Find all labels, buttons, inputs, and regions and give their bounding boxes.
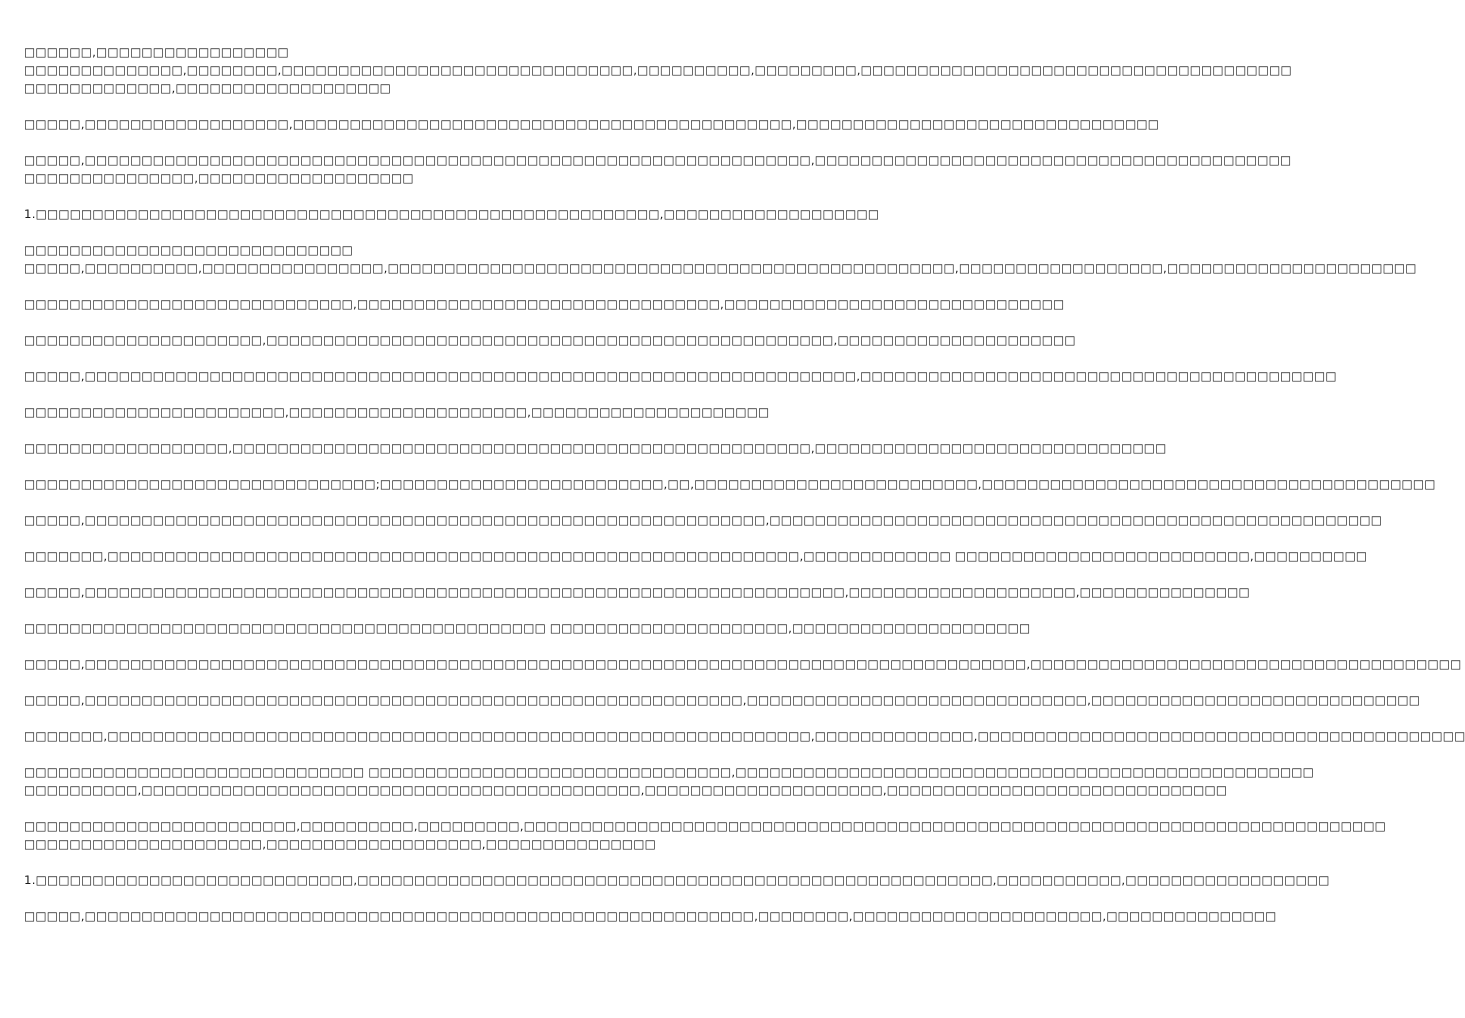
paragraph-line: □□□□□□□,□□□□□□□□□□□□□□□□□□□□□□□□□□□□□□□□□□□□□□□□□□□□□□□□□□□□□□□□□□□□□,□□□□□□□□□□□□□ □□□□□□□□□□□□□□□□□□□□□□□□□□,□□□□□□□□□□ <box>24 549 1368 563</box>
body-paragraph <box>24 331 1076 349</box>
body-paragraph <box>24 583 1250 601</box>
paragraph-line: 1.□□□□□□□□□□□□□□□□□□□□□□□□□□□□,□□□□□□□□□□□□□□□□□□□□□□□□□□□□□□□□□□□□□□□□□□□□□□□□□□□□□□□□,□□□□□□□□□□□,□□□□□□□□□□□□□□□□□□ <box>24 873 1330 887</box>
paragraph-line: □□□□□□□□□□□□□□,□□□□□□□□,□□□□□□□□□□□□□□□□□□□□□□□□□□□□□□□,□□□□□□□□□□,□□□□□□□□□,□□□□□□□□□□□□□□□□□□□□□□□□□□□□□□□□□□□□□□ <box>24 63 1292 77</box>
body-paragraph <box>24 655 1462 673</box>
body-paragraph <box>24 241 1417 277</box>
paragraph-line: □□□□□□□□□□□□□□□□□□□□□□□□,□□□□□□□□□□,□□□□□□□□□,□□□□□□□□□□□□□□□□□□□□□□□□□□□□□□□□□□□□□□□□□□□□□□□□□□□□□□□□□□□□□□□□□□□□□□□□□□□□ <box>24 819 1387 833</box>
body-paragraph <box>24 367 1337 385</box>
paragraph-line: □□□□□,□□□□□□□□□□□□□□□□□□□□□□□□□□□□□□□□□□□□□□□□□□□□□□□□□□□□□□□□□□□□□□□□□□□□,□□□□□□□□□□□□□□□□□□□□□□□□□□□□□□□□□□□□□□□□□□ <box>24 369 1337 383</box>
paragraph-line: □□□□□,□□□□□□□□□□□□□□□□□□,□□□□□□□□□□□□□□□□□□□□□□□□□□□□□□□□□□□□□□□□□□□□,□□□□□□□□□□□□□□□□□□□□□□□□□□□□□□□□ <box>24 117 1160 131</box>
paragraph-line: □□□□□,□□□□□□□□□□□□□□□□□□□□□□□□□□□□□□□□□□□□□□□□□□□□□□□□□□□□□□□□□□□□□□□□□□□□□□□□□□□□□□□□□□□,□□□□□□□□□□□□□□□□□□□□□□□□□□□□□□□□□□□□□□ <box>24 657 1462 671</box>
paragraph-line: □□□□□□□□□□□□□□□□□□□□□,□□□□□□□□□□□□□□□□□□□,□□□□□□□□□□□□□□□ <box>24 837 656 851</box>
body-paragraph <box>24 151 1292 187</box>
paragraph-line: □□□□□□□□□□□□□□□,□□□□□□□□□□□□□□□□□□□ <box>24 171 414 185</box>
body-paragraph <box>24 115 1160 133</box>
paragraph-line: □□□□□□□,□□□□□□□□□□□□□□□□□□□□□□□□□□□□□□□□□□□□□□□□□□□□□□□□□□□□□□□□□□□□□□,□□□□□□□□□□□□□□,□□□□□□□□□□□□□□□□□□□□□□□□□□□□□□□□□□□□□□□□□□□ <box>24 729 1465 743</box>
paragraph-line: □□□□□□□□□□,□□□□□□□□□□□□□□□□□□□□□□□□□□□□□□□□□□□□□□□□□□□□,□□□□□□□□□□□□□□□□□□□□□,□□□□□□□□□□□□□□□□□□□□□□□□□□□□□□ <box>24 783 1228 797</box>
body-paragraph <box>24 43 1292 97</box>
paragraph-line: □□□□□□□□□□□□□□□□□□□□□□□□□□□□□ <box>24 243 354 257</box>
body-paragraph <box>24 727 1465 745</box>
paragraph-line: □□□□□,□□□□□□□□□□□□□□□□□□□□□□□□□□□□□□□□□□□□□□□□□□□□□□□□□□□□□□□□□□□□□□□□□□□,□□□□□□□□□□□□□□□□□□□□,□□□□□□□□□□□□□□□ <box>24 585 1250 599</box>
paragraph-line: □□□□□□□□□□□□□□□□□□□□□□□□□□□□□□ □□□□□□□□□□□□□□□□□□□□□□□□□□□□□□□□,□□□□□□□□□□□□□□□□□□□□□□□□□□□□□□□□□□□□□□□□□□□□□□□□□□□ <box>24 765 1314 779</box>
body-paragraph <box>24 619 1031 637</box>
body-paragraph <box>24 763 1314 799</box>
paragraph-line: □□□□□□□□□□□□□□□□□□□□□□□□□□□□□□□□□□□□□□□□□□□□□□ □□□□□□□□□□□□□□□□□□□□□,□□□□□□□□□□□□□□□□□□□□□ <box>24 621 1031 635</box>
paragraph-line: □□□□□,□□□□□□□□□□□□□□□□□□□□□□□□□□□□□□□□□□□□□□□□□□□□□□□□□□□□□□□□□□,□□□□□□□□□□□□□□□□□□□□□□□□□□□□□□,□□□□□□□□□□□□□□□□□□□□□□□□□□□□□ <box>24 693 1421 707</box>
paragraph-line: □□□□□□□□□□□□□□□□□□□□□,□□□□□□□□□□□□□□□□□□□□□□□□□□□□□□□□□□□□□□□□□□□□□□□□□□,□□□□□□□□□□□□□□□□□□□□□ <box>24 333 1076 347</box>
paragraph-line: □□□□□□□□□□□□□,□□□□□□□□□□□□□□□□□□□ <box>24 81 392 95</box>
body-paragraph <box>24 547 1368 565</box>
body-paragraph <box>24 295 1065 313</box>
body-paragraph <box>24 439 1167 457</box>
paragraph-line: □□□□□,□□□□□□□□□□□□□□□□□□□□□□□□□□□□□□□□□□□□□□□□□□□□□□□□□□□□□□□□□□□□,□□□□□□□□□□□□□□□□□□□□□□□□□□□□□□□□□□□□□□□□□□□□□□□□□□□□□□ <box>24 513 1383 527</box>
paragraph-line: □□□□□,□□□□□□□□□□,□□□□□□□□□□□□□□□□,□□□□□□□□□□□□□□□□□□□□□□□□□□□□□□□□□□□□□□□□□□□□□□□□□□,□□□□□□□□□□□□□□□□□□,□□□□□□□□□□□□□□□□□□□□□□ <box>24 261 1417 275</box>
body-paragraph <box>24 907 1277 925</box>
paragraph-line: □□□□□□□□□□□□□□□□□□,□□□□□□□□□□□□□□□□□□□□□□□□□□□□□□□□□□□□□□□□□□□□□□□□□□□,□□□□□□□□□□□□□□□□□□□□□□□□□□□□□□□ <box>24 441 1167 455</box>
paragraph-line: □□□□□□□□□□□□□□□□□□□□□□□,□□□□□□□□□□□□□□□□□□□□□,□□□□□□□□□□□□□□□□□□□□□ <box>24 405 770 419</box>
body-paragraph <box>24 817 1387 853</box>
paragraph-line: 1.□□□□□□□□□□□□□□□□□□□□□□□□□□□□□□□□□□□□□□□□□□□□□□□□□□□□□□□,□□□□□□□□□□□□□□□□□□□ <box>24 207 880 221</box>
body-paragraph <box>24 511 1383 529</box>
paragraph-line: □□□□□□□□□□□□□□□□□□□□□□□□□□□□□,□□□□□□□□□□□□□□□□□□□□□□□□□□□□□□□□,□□□□□□□□□□□□□□□□□□□□□□□□□□□□□□ <box>24 297 1065 311</box>
body-paragraph <box>24 205 880 223</box>
body-paragraph <box>24 871 1330 889</box>
body-paragraph <box>24 475 1436 493</box>
paragraph-line: □□□□□□□□□□□□□□□□□□□□□□□□□□□□□□□;□□□□□□□□□□□□□□□□□□□□□□□□□,□□,□□□□□□□□□□□□□□□□□□□□□□□□□,□□□□□□□□□□□□□□□□□□□□□□□□□□□□□□□□□□□□□□□□ <box>24 477 1436 491</box>
body-paragraph <box>24 403 770 421</box>
paragraph-line: □□□□□,□□□□□□□□□□□□□□□□□□□□□□□□□□□□□□□□□□□□□□□□□□□□□□□□□□□□□□□□□□□□□□□□,□□□□□□□□□□□□□□□□□□□□□□□□□□□□□□□□□□□□□□□□□□ <box>24 153 1292 167</box>
body-paragraph <box>24 691 1421 709</box>
paragraph-line: □□□□□□,□□□□□□□□□□□□□□□□□ <box>24 45 289 59</box>
paragraph-line: □□□□□,□□□□□□□□□□□□□□□□□□□□□□□□□□□□□□□□□□□□□□□□□□□□□□□□□□□□□□□□□□□,□□□□□□□□,□□□□□□□□□□□□□□□□□□□□□□,□□□□□□□□□□□□□□□ <box>24 909 1277 923</box>
